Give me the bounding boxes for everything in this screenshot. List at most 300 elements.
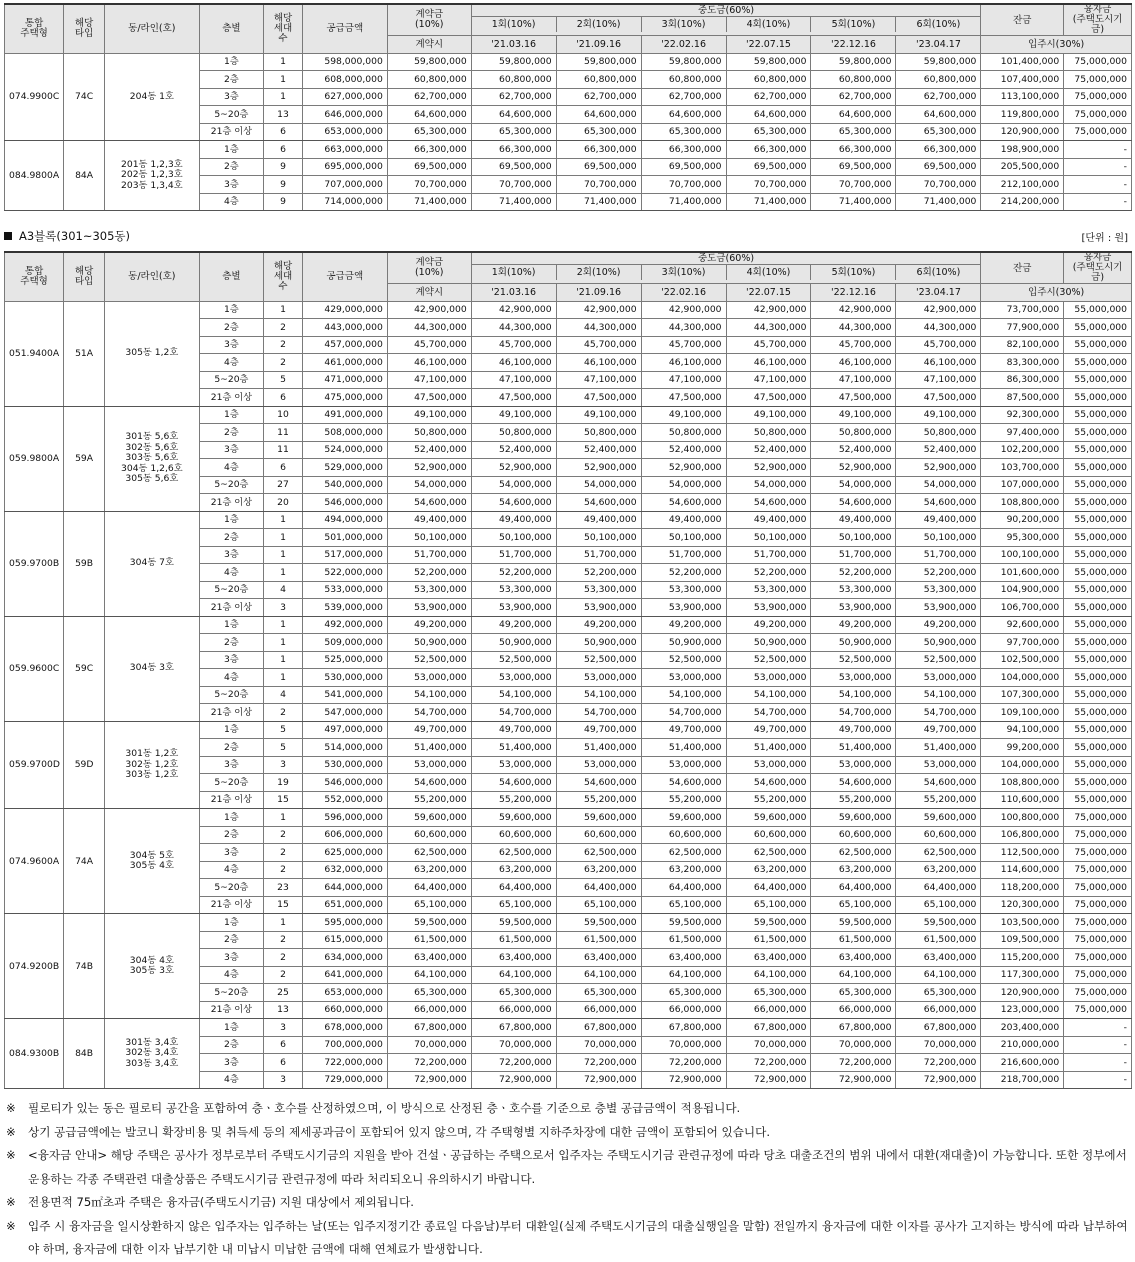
- middle-cell: 60,600,000: [811, 826, 896, 844]
- loan-cell: 75,000,000: [1064, 931, 1132, 949]
- middle-cell: 64,100,000: [641, 966, 726, 984]
- middle-cell: 46,100,000: [726, 354, 811, 372]
- supply-cell: 627,000,000: [302, 88, 387, 106]
- middle-cell: 62,700,000: [556, 88, 641, 106]
- contract-cell: 59,500,000: [387, 914, 471, 932]
- supply-cell: 729,000,000: [302, 1071, 387, 1089]
- middle-cell: 51,700,000: [726, 546, 811, 564]
- middle-cell: 52,900,000: [896, 459, 981, 477]
- middle-cell: 67,800,000: [556, 1019, 641, 1037]
- header-loan: 융자금 (주택도시기금): [1064, 4, 1132, 36]
- supply-cell: 501,000,000: [302, 529, 387, 547]
- middle-cell: 53,000,000: [726, 756, 811, 774]
- middle-cell: 72,200,000: [641, 1054, 726, 1072]
- units-cell: 2: [264, 826, 303, 844]
- middle-cell: 46,100,000: [641, 354, 726, 372]
- units-cell: 1: [264, 809, 303, 827]
- type-cell: 074.9600A: [5, 809, 64, 914]
- floor-cell: 5~20층: [199, 476, 264, 494]
- balance-cell: 82,100,000: [981, 336, 1064, 354]
- middle-cell: 67,800,000: [811, 1019, 896, 1037]
- supply-cell: 625,000,000: [302, 844, 387, 862]
- middle-cell: 54,700,000: [726, 704, 811, 722]
- floor-cell: 3층: [199, 336, 264, 354]
- middle-cell: 52,400,000: [811, 441, 896, 459]
- floor-cell: 2층: [199, 826, 264, 844]
- balance-cell: 95,300,000: [981, 529, 1064, 547]
- middle-cell: 54,000,000: [471, 476, 556, 494]
- units-cell: 4: [264, 581, 303, 599]
- note-item: [4, 1191, 1132, 1215]
- supply-cell: 443,000,000: [302, 319, 387, 337]
- middle-cell: 44,300,000: [471, 319, 556, 337]
- middle-cell: 65,300,000: [726, 123, 811, 141]
- units-cell: 1: [264, 616, 303, 634]
- balance-cell: 110,600,000: [981, 791, 1064, 809]
- units-cell: 6: [264, 123, 303, 141]
- middle-cell: 42,900,000: [811, 301, 896, 319]
- header-balance-time: 입주시(30%): [981, 36, 1132, 54]
- supply-cell: 651,000,000: [302, 896, 387, 914]
- units-cell: 2: [264, 319, 303, 337]
- supply-cell: 700,000,000: [302, 1036, 387, 1054]
- floor-cell: 1층: [199, 511, 264, 529]
- header-floor: 층별: [199, 252, 264, 301]
- subtype-cell: 84A: [64, 141, 105, 211]
- balance-cell: 101,400,000: [981, 53, 1064, 71]
- supply-cell: 533,000,000: [302, 581, 387, 599]
- header-middle-date: '22.07.15: [726, 36, 811, 54]
- units-cell: 2: [264, 844, 303, 862]
- floor-cell: 21층 이상: [199, 1001, 264, 1019]
- middle-cell: 71,400,000: [556, 193, 641, 211]
- middle-cell: 60,600,000: [556, 826, 641, 844]
- middle-cell: 66,300,000: [896, 141, 981, 159]
- middle-cell: 54,100,000: [641, 686, 726, 704]
- middle-cell: 60,800,000: [471, 71, 556, 89]
- middle-cell: 54,600,000: [556, 774, 641, 792]
- middle-cell: 59,500,000: [726, 914, 811, 932]
- header-floor: 층별: [199, 4, 264, 53]
- middle-cell: 59,600,000: [556, 809, 641, 827]
- supply-cell: 429,000,000: [302, 301, 387, 319]
- supply-cell: 524,000,000: [302, 441, 387, 459]
- middle-cell: 64,400,000: [726, 879, 811, 897]
- middle-cell: 54,100,000: [556, 686, 641, 704]
- units-cell: 9: [264, 158, 303, 176]
- middle-cell: 44,300,000: [811, 319, 896, 337]
- floor-cell: 5~20층: [199, 106, 264, 124]
- units-cell: 2: [264, 931, 303, 949]
- middle-cell: 61,500,000: [896, 931, 981, 949]
- middle-cell: 54,600,000: [726, 494, 811, 512]
- middle-cell: 67,800,000: [641, 1019, 726, 1037]
- contract-cell: 72,900,000: [387, 1071, 471, 1089]
- balance-cell: 120,900,000: [981, 123, 1064, 141]
- type-cell: 074.9900C: [5, 53, 64, 141]
- middle-cell: 52,200,000: [556, 564, 641, 582]
- middle-cell: 61,500,000: [641, 931, 726, 949]
- contract-cell: 63,400,000: [387, 949, 471, 967]
- middle-cell: 60,600,000: [471, 826, 556, 844]
- units-cell: 13: [264, 1001, 303, 1019]
- header-units: 해당 세대 수: [264, 252, 303, 301]
- middle-cell: 46,100,000: [811, 354, 896, 372]
- middle-cell: 54,600,000: [811, 774, 896, 792]
- middle-cell: 47,100,000: [896, 371, 981, 389]
- floor-cell: 3층: [199, 88, 264, 106]
- middle-cell: 52,500,000: [641, 651, 726, 669]
- contract-cell: 47,500,000: [387, 389, 471, 407]
- contract-cell: 72,200,000: [387, 1054, 471, 1072]
- middle-cell: 44,300,000: [556, 319, 641, 337]
- type-cell: 084.9300B: [5, 1019, 64, 1089]
- contract-cell: 65,300,000: [387, 123, 471, 141]
- middle-cell: 65,300,000: [471, 123, 556, 141]
- floor-cell: 5~20층: [199, 686, 264, 704]
- middle-cell: 52,400,000: [641, 441, 726, 459]
- middle-cell: 54,600,000: [556, 494, 641, 512]
- middle-cell: 54,000,000: [811, 476, 896, 494]
- floor-cell: 21층 이상: [199, 389, 264, 407]
- middle-cell: 50,800,000: [896, 424, 981, 442]
- price-table-block-a3: [4, 251, 1132, 1089]
- middle-cell: 50,100,000: [726, 529, 811, 547]
- middle-cell: 63,400,000: [811, 949, 896, 967]
- middle-cell: 47,500,000: [641, 389, 726, 407]
- middle-cell: 53,300,000: [556, 581, 641, 599]
- middle-cell: 63,200,000: [471, 861, 556, 879]
- middle-cell: 52,900,000: [471, 459, 556, 477]
- middle-cell: 70,700,000: [556, 176, 641, 194]
- middle-cell: 53,000,000: [811, 669, 896, 687]
- middle-cell: 53,000,000: [811, 756, 896, 774]
- middle-cell: 65,300,000: [641, 984, 726, 1002]
- middle-cell: 62,500,000: [471, 844, 556, 862]
- supply-cell: 595,000,000: [302, 914, 387, 932]
- loan-cell: 55,000,000: [1064, 774, 1132, 792]
- middle-cell: 54,100,000: [726, 686, 811, 704]
- balance-cell: 87,500,000: [981, 389, 1064, 407]
- middle-cell: 50,900,000: [641, 634, 726, 652]
- middle-cell: 63,400,000: [726, 949, 811, 967]
- contract-cell: 50,100,000: [387, 529, 471, 547]
- subtype-cell: 51A: [64, 301, 105, 406]
- subtype-cell: 59B: [64, 511, 105, 616]
- header-middle-date: '21.09.16: [556, 36, 641, 54]
- units-cell: 10: [264, 406, 303, 424]
- subtype-cell: 59C: [64, 616, 105, 721]
- contract-cell: 60,600,000: [387, 826, 471, 844]
- middle-cell: 71,400,000: [641, 193, 726, 211]
- middle-cell: 47,100,000: [641, 371, 726, 389]
- middle-cell: 64,600,000: [811, 106, 896, 124]
- header-middle-date: '22.07.15: [726, 284, 811, 302]
- middle-cell: 59,500,000: [471, 914, 556, 932]
- middle-cell: 50,100,000: [471, 529, 556, 547]
- middle-cell: 45,700,000: [641, 336, 726, 354]
- floor-cell: 2층: [199, 739, 264, 757]
- contract-cell: 59,600,000: [387, 809, 471, 827]
- middle-cell: 59,800,000: [556, 53, 641, 71]
- loan-cell: 75,000,000: [1064, 966, 1132, 984]
- supply-cell: 663,000,000: [302, 141, 387, 159]
- dong-cell: 301동 5,6호 302동 5,6호 303동 5,6호 304동 1,2,6호 305동 5,6호: [105, 406, 200, 511]
- supply-cell: 615,000,000: [302, 931, 387, 949]
- note-text: 입주 시 융자금을 일시상환하지 않은 입주자는 입주하는 날(또는 입주지정기간 종료일 다음날)부터 대환일(실제 주택도시기금의 대출실행일을 말함) 전일까지 융자금에 대한 이자를 공사가 고지하는 방식에 따라 납부하여야 하며, 융자금에 대한 이자 납부기한 내 미납시 미납한 금액에 대해 연체료가 발생합니다.: [28, 1218, 1128, 1256]
- loan-cell: 75,000,000: [1064, 123, 1132, 141]
- header-middle-date: '22.02.16: [641, 284, 726, 302]
- balance-cell: 100,100,000: [981, 546, 1064, 564]
- units-cell: 1: [264, 564, 303, 582]
- middle-cell: 50,900,000: [556, 634, 641, 652]
- middle-cell: 63,200,000: [641, 861, 726, 879]
- table-row: [5, 301, 1132, 319]
- middle-cell: 54,600,000: [896, 494, 981, 512]
- middle-cell: 54,000,000: [726, 476, 811, 494]
- middle-cell: 51,400,000: [896, 739, 981, 757]
- middle-cell: 49,700,000: [811, 721, 896, 739]
- middle-cell: 50,800,000: [726, 424, 811, 442]
- subtype-cell: 84B: [64, 1019, 105, 1089]
- middle-cell: 64,600,000: [471, 106, 556, 124]
- floor-cell: 5~20층: [199, 984, 264, 1002]
- floor-cell: 2층: [199, 634, 264, 652]
- loan-cell: 55,000,000: [1064, 791, 1132, 809]
- units-cell: 5: [264, 739, 303, 757]
- balance-cell: 83,300,000: [981, 354, 1064, 372]
- floor-cell: 1층: [199, 1019, 264, 1037]
- middle-cell: 70,000,000: [811, 1036, 896, 1054]
- header-middle-date: '23.04.17: [896, 284, 981, 302]
- middle-cell: 53,900,000: [556, 599, 641, 617]
- header-contract: 계약금 (10%): [387, 4, 471, 36]
- supply-cell: 457,000,000: [302, 336, 387, 354]
- middle-cell: 61,500,000: [556, 931, 641, 949]
- middle-cell: 49,700,000: [471, 721, 556, 739]
- table-row: [5, 141, 1132, 159]
- middle-cell: 53,300,000: [471, 581, 556, 599]
- middle-cell: 53,900,000: [641, 599, 726, 617]
- balance-cell: 101,600,000: [981, 564, 1064, 582]
- units-cell: 6: [264, 1036, 303, 1054]
- header-supply: 공급금액: [302, 252, 387, 301]
- units-cell: 15: [264, 791, 303, 809]
- middle-cell: 64,600,000: [556, 106, 641, 124]
- supply-cell: 530,000,000: [302, 756, 387, 774]
- middle-cell: 49,200,000: [556, 616, 641, 634]
- balance-cell: 198,900,000: [981, 141, 1064, 159]
- middle-cell: 64,400,000: [556, 879, 641, 897]
- loan-cell: 75,000,000: [1064, 53, 1132, 71]
- middle-cell: 54,700,000: [471, 704, 556, 722]
- balance-cell: 94,100,000: [981, 721, 1064, 739]
- units-cell: 13: [264, 106, 303, 124]
- supply-cell: 494,000,000: [302, 511, 387, 529]
- table-row: [5, 1019, 1132, 1037]
- loan-cell: 55,000,000: [1064, 739, 1132, 757]
- middle-cell: 59,500,000: [641, 914, 726, 932]
- header-middle: 중도금(60%) 1회(10%) 2회(10%) 3회(10%) 4회(10%) 5회(10%) 6회(10%): [471, 4, 981, 36]
- floor-cell: 4층: [199, 354, 264, 372]
- supply-cell: 596,000,000: [302, 809, 387, 827]
- middle-cell: 53,000,000: [556, 669, 641, 687]
- units-cell: 6: [264, 141, 303, 159]
- contract-cell: 49,200,000: [387, 616, 471, 634]
- middle-cell: 53,900,000: [471, 599, 556, 617]
- middle-cell: 52,500,000: [726, 651, 811, 669]
- middle-cell: 51,400,000: [556, 739, 641, 757]
- supply-cell: 653,000,000: [302, 984, 387, 1002]
- supply-cell: 634,000,000: [302, 949, 387, 967]
- middle-cell: 62,500,000: [556, 844, 641, 862]
- dong-cell: 301동 3,4호 302동 3,4호 303동 3,4호: [105, 1019, 200, 1089]
- middle-cell: 69,500,000: [641, 158, 726, 176]
- balance-cell: 120,900,000: [981, 984, 1064, 1002]
- middle-cell: 51,700,000: [471, 546, 556, 564]
- middle-cell: 52,900,000: [811, 459, 896, 477]
- middle-cell: 49,700,000: [556, 721, 641, 739]
- balance-cell: 123,000,000: [981, 1001, 1064, 1019]
- middle-cell: 47,100,000: [811, 371, 896, 389]
- units-cell: 6: [264, 459, 303, 477]
- header-type: 통합 주택형: [5, 252, 64, 301]
- type-cell: 074.9200B: [5, 914, 64, 1019]
- balance-cell: 99,200,000: [981, 739, 1064, 757]
- header-supply: 공급금액: [302, 4, 387, 53]
- supply-cell: 541,000,000: [302, 686, 387, 704]
- dong-cell: 201동 1,2,3호 202동 1,2,3호 203동 1,3,4호: [105, 141, 200, 211]
- contract-cell: 52,400,000: [387, 441, 471, 459]
- loan-cell: 55,000,000: [1064, 564, 1132, 582]
- contract-cell: 49,700,000: [387, 721, 471, 739]
- middle-cell: 64,600,000: [726, 106, 811, 124]
- header-contract-time: 계약시: [387, 284, 471, 302]
- middle-cell: 70,700,000: [471, 176, 556, 194]
- loan-cell: 75,000,000: [1064, 88, 1132, 106]
- table-row: [5, 53, 1132, 71]
- loan-cell: 55,000,000: [1064, 406, 1132, 424]
- units-cell: 1: [264, 511, 303, 529]
- supply-cell: 546,000,000: [302, 494, 387, 512]
- header-subtype: 해당 타입: [64, 252, 105, 301]
- units-cell: 1: [264, 53, 303, 71]
- balance-cell: 108,800,000: [981, 494, 1064, 512]
- loan-cell: 75,000,000: [1064, 896, 1132, 914]
- middle-cell: 66,000,000: [811, 1001, 896, 1019]
- units-cell: 9: [264, 193, 303, 211]
- loan-cell: 55,000,000: [1064, 529, 1132, 547]
- header-type: 통합 주택형: [5, 4, 64, 53]
- loan-cell: 75,000,000: [1064, 844, 1132, 862]
- supply-cell: 546,000,000: [302, 774, 387, 792]
- middle-cell: 66,000,000: [726, 1001, 811, 1019]
- middle-cell: 42,900,000: [896, 301, 981, 319]
- supply-cell: 646,000,000: [302, 106, 387, 124]
- middle-cell: 53,000,000: [641, 756, 726, 774]
- note-item: [4, 1144, 1132, 1191]
- middle-cell: 66,300,000: [556, 141, 641, 159]
- supply-cell: 539,000,000: [302, 599, 387, 617]
- table-row: [5, 616, 1132, 634]
- loan-cell: 75,000,000: [1064, 984, 1132, 1002]
- middle-cell: 63,200,000: [726, 861, 811, 879]
- supply-cell: 660,000,000: [302, 1001, 387, 1019]
- supply-cell: 641,000,000: [302, 966, 387, 984]
- units-cell: 2: [264, 704, 303, 722]
- type-cell: 051.9400A: [5, 301, 64, 406]
- middle-cell: 63,200,000: [896, 861, 981, 879]
- floor-cell: 2층: [199, 529, 264, 547]
- balance-cell: 104,900,000: [981, 581, 1064, 599]
- balance-cell: 214,200,000: [981, 193, 1064, 211]
- middle-cell: 62,700,000: [641, 88, 726, 106]
- balance-cell: 205,500,000: [981, 158, 1064, 176]
- supply-cell: 492,000,000: [302, 616, 387, 634]
- contract-cell: 69,500,000: [387, 158, 471, 176]
- units-cell: 4: [264, 686, 303, 704]
- middle-cell: 72,900,000: [896, 1071, 981, 1089]
- contract-cell: 52,200,000: [387, 564, 471, 582]
- header-middle-date: '21.03.16: [471, 36, 556, 54]
- middle-cell: 65,300,000: [896, 984, 981, 1002]
- middle-cell: 65,300,000: [641, 123, 726, 141]
- units-cell: 1: [264, 669, 303, 687]
- contract-cell: 71,400,000: [387, 193, 471, 211]
- middle-cell: 54,600,000: [896, 774, 981, 792]
- floor-cell: 2층: [199, 158, 264, 176]
- note-text: 필로티가 있는 동은 필로티 공간을 포함하여 층ㆍ호수를 산정하였으며, 이 방식으로 산정된 층ㆍ호수를 기준으로 층별 공급금액이 적용됩니다.: [28, 1101, 741, 1115]
- note-mark: ※: [6, 1195, 16, 1209]
- floor-cell: 2층: [199, 319, 264, 337]
- balance-cell: 92,600,000: [981, 616, 1064, 634]
- header-balance: 잔금: [981, 252, 1064, 284]
- middle-cell: 69,500,000: [471, 158, 556, 176]
- middle-cell: 45,700,000: [811, 336, 896, 354]
- contract-cell: 45,700,000: [387, 336, 471, 354]
- floor-cell: 4층: [199, 966, 264, 984]
- middle-cell: 49,200,000: [896, 616, 981, 634]
- notes: [4, 1097, 1132, 1262]
- supply-cell: 547,000,000: [302, 704, 387, 722]
- balance-cell: 103,500,000: [981, 914, 1064, 932]
- header-dong: 동/라인(호): [105, 4, 200, 53]
- middle-cell: 54,700,000: [896, 704, 981, 722]
- supply-cell: 517,000,000: [302, 546, 387, 564]
- floor-cell: 2층: [199, 931, 264, 949]
- middle-cell: 54,600,000: [641, 494, 726, 512]
- supply-cell: 461,000,000: [302, 354, 387, 372]
- middle-cell: 49,400,000: [641, 511, 726, 529]
- middle-cell: 64,400,000: [641, 879, 726, 897]
- supply-cell: 707,000,000: [302, 176, 387, 194]
- middle-cell: 55,200,000: [556, 791, 641, 809]
- middle-cell: 67,800,000: [726, 1019, 811, 1037]
- contract-cell: 70,000,000: [387, 1036, 471, 1054]
- middle-cell: 47,500,000: [556, 389, 641, 407]
- type-cell: 059.9700D: [5, 721, 64, 809]
- middle-cell: 60,800,000: [811, 71, 896, 89]
- note-text: <융자금 안내> 해당 주택은 공사가 정부로부터 주택도시기금의 지원을 받아 건설ㆍ공급하는 주택으로서 입주자는 주택도시기금 관련규정에 따라 당초 대출조건의 범위 내에서 대환(재대출)이 가능합니다. 또한 정부에서 운용하는 각종 주택관련 대출상품은 주택도시기금 관련규정에 따라 처리되오니 유의하시기 바랍니다.: [28, 1148, 1127, 1186]
- middle-cell: 59,600,000: [811, 809, 896, 827]
- contract-cell: 54,000,000: [387, 476, 471, 494]
- subtype-cell: 74B: [64, 914, 105, 1019]
- units-cell: 6: [264, 389, 303, 407]
- contract-cell: 65,300,000: [387, 984, 471, 1002]
- middle-cell: 70,000,000: [641, 1036, 726, 1054]
- middle-cell: 63,400,000: [471, 949, 556, 967]
- middle-cell: 65,300,000: [556, 984, 641, 1002]
